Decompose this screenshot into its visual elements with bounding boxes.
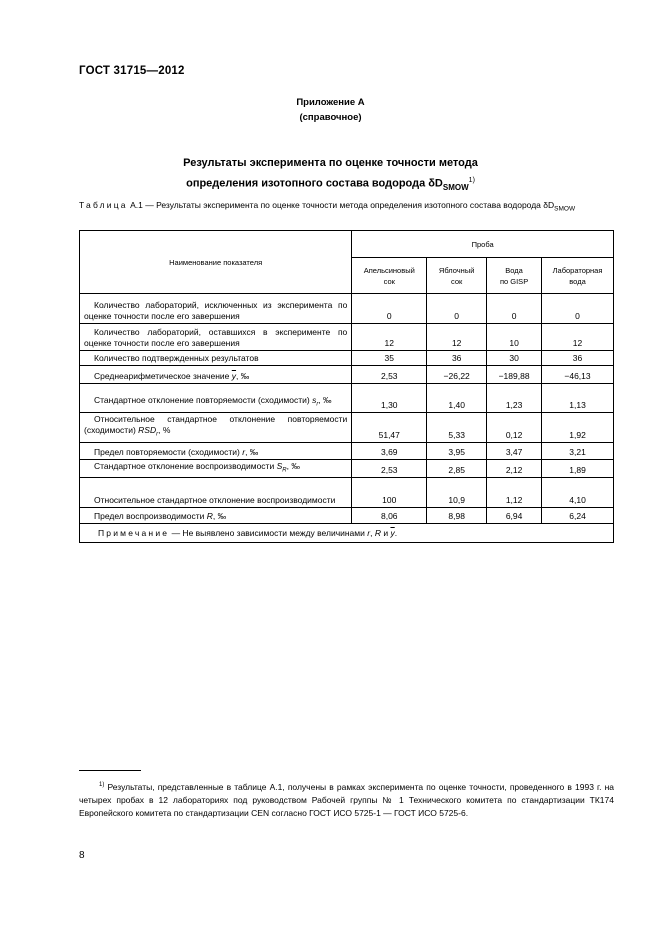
note-end: . [394,527,398,538]
cell-value: 100 [352,478,427,508]
col-2-line2: по GISP [499,276,529,286]
cell-value: 35 [352,351,427,366]
cell-value: 0 [427,294,487,324]
cell-value: 8,98 [427,508,487,524]
note-symbol-y-mean: $\overline{y}$ [390,527,395,538]
cell-value: 1,13 [542,384,614,413]
table-row [80,478,614,508]
symbol: r [242,446,246,457]
caption-label: Таблица [79,200,128,210]
table-row [80,294,614,324]
cell-value: 1,40 [427,384,487,413]
table-note [80,524,614,543]
cell-value: 3,21 [542,442,614,459]
cell-value: 12 [352,324,427,351]
footnote-ref: 1) [468,177,475,184]
cell-value: 36 [542,351,614,366]
row-name-unit: , ‰ [245,446,259,457]
cell-value: 0,12 [487,413,542,443]
cell-value: 3,95 [427,442,487,459]
col-0-line1: Апельсиновый [363,265,415,275]
cell-value: 1,12 [487,478,542,508]
note-symbol-r: r [367,527,371,538]
page-number: 8 [79,850,85,861]
row-name [80,459,352,478]
header-col-gisp-water [487,258,542,294]
footnote-marker: 1) [99,782,105,788]
caption-text: А.1 — Результаты эксперимента по оценке точности метода определения изотопного состава водорода [127,200,544,210]
cell-value: 2,85 [427,459,487,478]
note-and: и [380,527,391,538]
row-name-unit: , ‰ [318,395,332,406]
cell-value: 3,69 [352,442,427,459]
cell-value: 51,47 [352,413,427,443]
row-name [80,442,352,459]
caption-symbol: δD [543,200,555,210]
symbol: R [206,511,213,522]
title-line-1: Результаты эксперимента по оценке точности метода [183,157,478,169]
cell-value: 1,30 [352,384,427,413]
table-row [80,459,614,478]
cell-value: −189,88 [487,366,542,384]
table-row [80,442,614,459]
cell-value: 3,47 [487,442,542,459]
cell-value: 2,53 [352,366,427,384]
title-line-2 [0,172,661,196]
cell-value: 8,06 [352,508,427,524]
header-col-lab-water [542,258,614,294]
cell-value: 12 [542,324,614,351]
row-name-unit: , ‰ [212,511,227,522]
cell-value: 2,53 [352,459,427,478]
table-header-row [80,231,614,258]
note-text: — Не выявлено зависимости между величинами [169,527,368,538]
symbol-sub: r [316,402,319,408]
row-name-text: Относительное стандартное отклонение повторяемости (сходимости) [84,414,348,435]
symbol: s [312,395,317,406]
standard-code: ГОСТ 31715—2012 [79,65,185,77]
footnote-text: Результаты, представленные в таблице А.1, получены в рамках эксперимента по оценке точности, проведенного в 1993 г. на четырех пробах в 12 лабораториях под руководством Рабочей группы № 1 Технического комитета по стандартизации ТК174 Европейского комитета по стандартизации CEN согласно ГОСТ ИСО 5725-1 — ГОСТ ИСО 5725-6. [79,781,614,818]
row-name [80,384,352,413]
header-col-apple-juice [427,258,487,294]
header-indicator: Наименование показателя [80,231,352,294]
symbol: S [276,460,283,471]
cell-value: 1,23 [487,384,542,413]
cell-value: 36 [427,351,487,366]
cell-value: 12 [427,324,487,351]
symbol: RSD [138,425,157,435]
symbol-sub: R [282,467,287,474]
symbol-y-mean: $\overline{y}$ [231,371,237,381]
title-symbol-sub: SMOW [442,182,469,192]
cell-value: 30 [487,351,542,366]
cell-value: −26,22 [427,366,487,384]
cell-value: 5,33 [427,413,487,443]
row-name: Количество подтвержденных результатов [80,351,352,366]
row-name-unit: , % [158,425,171,435]
title-symbol: δD [428,177,443,190]
results-table [79,230,614,543]
row-name [80,413,352,443]
row-name-text: Среднеарифметическое значение [94,371,232,381]
cell-value: 1,89 [542,459,614,478]
row-name-text: Предел повторяемости (сходимости) [94,446,243,457]
header-sample: Проба [352,231,614,258]
table-row [80,508,614,524]
document-title [0,155,661,196]
note-symbol-R: R [374,527,381,538]
caption-symbol-sub: SMOW [554,205,576,213]
cell-value: −46,13 [542,366,614,384]
cell-value: 0 [487,294,542,324]
row-name: Количество лабораторий, оставшихся в эксперименте по оценке точности после его завершения [80,324,352,351]
table-row [80,384,614,413]
row-name: Количество лабораторий, исключенных из эксперимента по оценке точности после его завершения [80,294,352,324]
row-name-text: Предел воспроизводимости [94,511,207,522]
table-row [80,366,614,384]
cell-value: 10 [487,324,542,351]
cell-value: 0 [542,294,614,324]
col-0-line2: сок [383,276,395,286]
title-line-2-text: определения изотопного состава водорода [186,177,429,190]
col-3-line2: вода [569,276,586,286]
row-name-text: Стандартное отклонение повторяемости (сходимости) [94,395,313,406]
annex-title: Приложение А [296,97,365,108]
col-3-line1: Лабораторная [552,265,603,275]
table-caption [79,199,614,216]
row-name-text: Стандартное отклонение воспроизводимости [94,460,277,471]
row-name: Относительное стандартное отклонение воспроизводимости [80,478,352,508]
col-1-line2: сок [451,276,463,286]
row-name-unit: , ‰ [286,460,300,471]
table-row [80,324,614,351]
note-separator: , [370,527,375,538]
note-label: Примечание [98,527,170,538]
cell-value: 4,10 [542,478,614,508]
footnote-divider [79,770,141,771]
table-row [80,413,614,443]
header-col-orange-juice [352,258,427,294]
cell-value: 1,92 [542,413,614,443]
symbol-sub: r [156,431,159,438]
annex-subtitle: (справочное) [299,112,362,123]
cell-value: 6,24 [542,508,614,524]
footnote [79,779,614,820]
row-name [80,508,352,524]
table-note-row [80,524,614,543]
col-1-line1: Яблочный [438,265,475,275]
cell-value: 10,9 [427,478,487,508]
row-name-unit: , ‰ [236,371,250,381]
row-name [80,366,352,384]
cell-value: 0 [352,294,427,324]
annex-heading [0,95,661,125]
col-2-line1: Вода [505,265,523,275]
cell-value: 2,12 [487,459,542,478]
table-row [80,351,614,366]
cell-value: 6,94 [487,508,542,524]
